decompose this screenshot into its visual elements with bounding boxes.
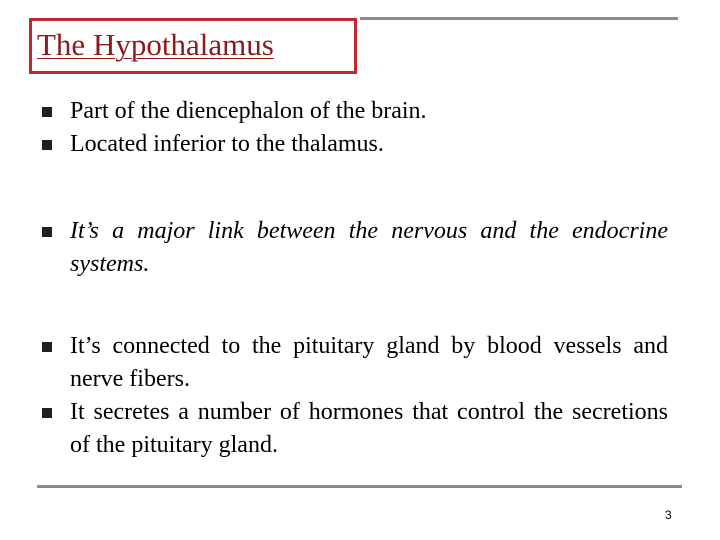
- bullet-group-1: [38, 95, 668, 161]
- square-bullet-icon: [42, 107, 52, 117]
- page-number: 3: [665, 508, 672, 522]
- bullet-text: It secretes a number of hormones that control the secretions of the pituitary gland.: [70, 399, 668, 458]
- bullet-group-3: [38, 330, 668, 462]
- bullet-text: It’s connected to the pituitary gland by blood vessels and nerve fibers.: [70, 333, 668, 392]
- top-divider-line: [360, 17, 678, 20]
- bullet-group-2: [38, 215, 668, 281]
- bullet-item: [38, 396, 668, 462]
- bullet-item: [38, 128, 668, 161]
- bullet-text: Located inferior to the thalamus.: [70, 131, 384, 157]
- square-bullet-icon: [42, 140, 52, 150]
- square-bullet-icon: [42, 227, 52, 237]
- bullet-text: Part of the diencephalon of the brain.: [70, 98, 427, 124]
- bullet-item: [38, 215, 668, 281]
- bottom-divider-line: [37, 485, 682, 488]
- bullet-item: [38, 95, 668, 128]
- slide-title: The Hypothalamus: [37, 27, 274, 62]
- bullet-text: It’s a major link between the nervous and the endocrine systems.: [70, 218, 668, 277]
- bullet-item: [38, 330, 668, 396]
- square-bullet-icon: [42, 342, 52, 352]
- square-bullet-icon: [42, 408, 52, 418]
